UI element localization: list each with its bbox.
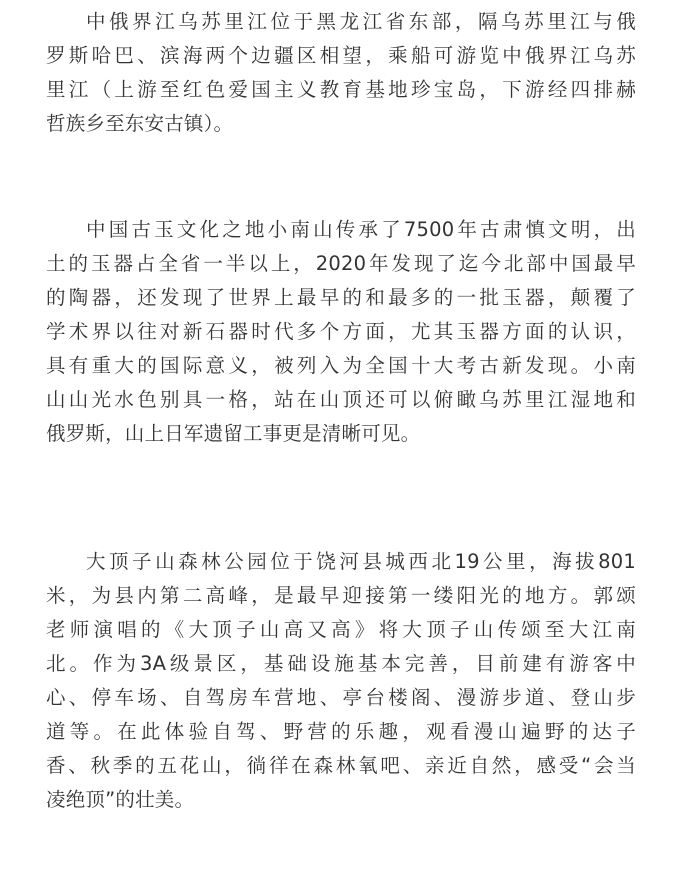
text-line: 里江（上游至红色爱国主义教育基地珍宝岛，下游经四排赫 [46,78,636,101]
text-line: 老师演唱的《大顶子山高又高》将大顶子山传颂至大江南 [46,618,636,641]
text-line: 哲族乡至东安古镇）。 [46,112,234,135]
paragraph-wusuli-river [46,5,636,141]
text-line: 香、秋季的五花山，徜徉在森林氧吧、亲近自然，感受“会当 [46,754,636,777]
text-line: 中俄界江乌苏里江位于黑龙江省东部，隔乌苏里江与俄 [86,10,636,33]
text-line: 大顶子山森林公园位于饶河县城西北19公里，海拔801 [86,550,636,573]
text-line: 中国古玉文化之地小南山传承了7500年古肃慎文明，出 [86,218,636,241]
text-line: 罗斯哈巴、滨海两个边疆区相望，乘船可游览中俄界江乌苏 [46,44,636,67]
text-line: 山山光水色别具一格，站在山顶还可以俯瞰乌苏里江湿地和 [46,388,636,411]
text-line: 凌绝顶”的壮美。 [46,788,195,811]
text-line: 学术界以往对新石器时代多个方面，尤其玉器方面的认识， [46,320,636,343]
text-line: 俄罗斯，山上日军遗留工事更是清晰可见。 [46,422,421,445]
text-line: 的陶器，还发现了世界上最早的和最多的一批玉器，颠覆了 [46,286,636,309]
text-line: 心、停车场、自驾房车营地、亭台楼阁、漫游步道、登山步 [46,686,636,709]
text-line: 米，为县内第二高峰，是最早迎接第一缕阳光的地方。郭颂 [46,584,636,607]
text-line: 北。作为3A级景区，基础设施基本完善，目前建有游客中 [46,652,636,675]
text-line: 道等。在此体验自驾、野营的乐趣，观看漫山遍野的达子 [46,720,636,743]
paragraph-dadingzishan [46,545,636,817]
paragraph-xiaonanshan [46,213,636,451]
text-line: 具有重大的国际意义，被列入为全国十大考古新发现。小南 [46,354,636,377]
text-line: 土的玉器占全省一半以上，2020年发现了迄今北部中国最早 [46,252,636,275]
